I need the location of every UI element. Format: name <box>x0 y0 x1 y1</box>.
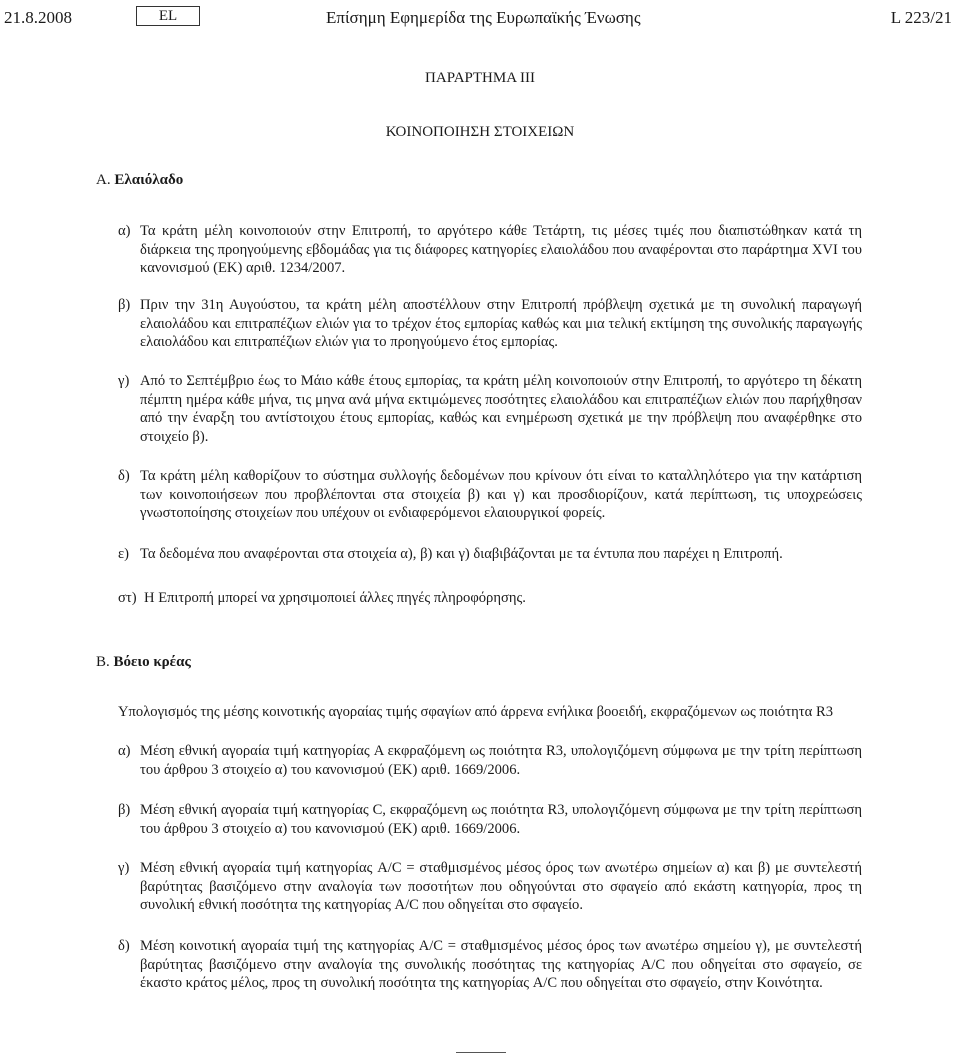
item-text: Τα δεδομένα που αναφέρονται στα στοιχεία α), β) και γ) διαβιβάζονται με τα έντυπα που παρέχει η Επιτροπή. <box>140 546 783 562</box>
list-item <box>118 937 862 993</box>
item-label: δ) <box>118 938 130 954</box>
item-text: Τα κράτη μέλη καθορίζουν το σύστημα συλλογής δεδομένων που κρίνουν ότι είναι το καταλληλότερο για την κατάρτιση των κοινοποιήσεων που προβλέπονται στα στοιχεία β) και γ) και προσδιορίζουν, κατά περίπτωση, τις υποχρεώσεις γνωστοποίησης στοιχείων που υπέχουν οι ενδιαφερόμενοι ελαιουργικοί φορείς. <box>140 468 862 522</box>
item-text: Μέση κοινοτική αγοραία τιμή της κατηγορίας A/C = σταθμισμένος μέσος όρος των ανωτέρω σημείου γ), με συντελεστή βαρύτητας βασιζόμενο στην αναλογία της συνολικής ποσότητας της κατηγορίας A/C που οδηγείται στο σφαγείο, σε έκαστο κράτος μέλος, προς τη συνολική ποσότητα της κατηγορίας A/C που οδηγείται στο σφαγείο, στην Κοινότητα. <box>140 938 862 992</box>
item-label: ε) <box>118 546 129 562</box>
item-label: α) <box>118 223 131 239</box>
page-header <box>0 6 960 32</box>
list-item <box>118 296 862 352</box>
section-a-title <box>96 172 183 189</box>
item-text: Μέση εθνική αγοραία τιμή κατηγορίας C, εκφραζόμενη ως ποιότητα R3, υπολογιζόμενη σύμφωνα με την τρίτη περίπτωση του άρθρου 3 στοιχείο α) του κανονισμού (ΕΚ) αριθ. 1669/2006. <box>140 802 862 837</box>
item-label: στ) <box>118 590 137 606</box>
language-badge: EL <box>136 6 200 26</box>
item-text: Η Επιτροπή μπορεί να χρησιμοποιεί άλλες πηγές πληροφόρησης. <box>144 590 526 606</box>
document-heading: ΚΟΙΝΟΠΟΙΗΣΗ ΣΤΟΙΧΕΙΩΝ <box>385 124 575 140</box>
item-text: Μέση εθνική αγοραία τιμή κατηγορίας A εκφραζόμενη ως ποιότητα R3, υπολογιζόμενη σύμφωνα με την τρίτη περίπτωση του άρθρου 3 στοιχείο α) του κανονισμού (ΕΚ) αριθ. 1669/2006. <box>140 743 862 778</box>
section-b-title <box>96 654 191 671</box>
item-label: α) <box>118 743 131 759</box>
item-label: γ) <box>118 860 130 876</box>
item-label: β) <box>118 297 131 313</box>
footer-rule <box>456 1052 506 1053</box>
section-a-name: Ελαιόλαδο <box>114 172 184 188</box>
section-b-name: Βόειο κρέας <box>113 654 191 670</box>
journal-title: Επίσημη Εφημερίδα της Ευρωπαϊκής Ένωσης <box>326 8 641 27</box>
list-item <box>118 742 862 779</box>
list-item <box>118 801 862 838</box>
annex-title: ΠΑΡΑΡΤΗΜΑ III <box>425 70 535 86</box>
list-item <box>118 467 862 523</box>
item-text: Μέση εθνική αγοραία τιμή κατηγορίας A/C = σταθμισμένος μέσος όρος των ανωτέρω σημείων α) και β) με συντελεστή βαρύτητας βασιζόμενο στην αναλογία των ποσοτήτων που οδηγούνται στο σφαγείο από εκάστη κατηγορία, προς τη συνολική εθνική ποσότητα της κατηγορίας A/C που οδηγείται στο σφαγείο. <box>140 860 862 914</box>
page-reference: L 223/21 <box>890 8 952 27</box>
list-item <box>118 372 862 446</box>
list-item <box>118 859 862 915</box>
section-a-letter: A. <box>96 172 111 188</box>
list-item <box>118 222 862 278</box>
header-date: 21.8.2008 <box>4 8 72 27</box>
item-text: Τα κράτη μέλη κοινοποιούν στην Επιτροπή, το αργότερο κάθε Τετάρτη, τις μέσες τιμές που διαπιστώθηκαν κατά τη διάρκεια της προηγούμενης εβδομάδας για τις διάφορες κατηγορίες ελαιολάδου που αναφέρονται στο παράρτημα XVI του κανονισμού (ΕΚ) αριθ. 1234/2007. <box>140 223 862 277</box>
list-item <box>118 589 862 608</box>
section-b-intro: Υπολογισμός της μέσης κοινοτικής αγοραίας τιμής σφαγίων από άρρενα ενήλικα βοοειδή, εκφραζόμενων ως ποιότητα R3 <box>118 704 833 720</box>
item-text: Πριν την 31η Αυγούστου, τα κράτη μέλη αποστέλλουν στην Επιτροπή πρόβλεψη σχετικά με τη συνολική παραγωγή ελαιολάδου και επιτραπέζιων ελιών για το τρέχον έτος εμπορίας καθώς και μια τελική εκτίμηση της συνολικής παραγωγής ελαιολάδου και επιτραπέζιων ελιών για το προηγούμενο έτος εμπορίας. <box>140 297 862 351</box>
item-text: Από το Σεπτέμβριο έως το Μάιο κάθε έτους εμπορίας, τα κράτη μέλη κοινοποιούν στην Επιτροπή, το αργότερο τη δέκατη πέμπτη ημέρα κάθε μήνα, τις μηνα ανά μήνα εκτιμώμενες ποσότητες ελαιολάδου και επιτραπέζιων ελιών που παρήχθησαν από την έναρξη του αντίστοιχου έτους εμπορίας, καθώς και ενημέρωση σχετικά με την πρόβλεψη που αναφέρθηκε στο στοιχείο β). <box>140 373 862 445</box>
section-b-letter: B. <box>96 654 110 670</box>
item-label: β) <box>118 802 131 818</box>
item-label: γ) <box>118 373 130 389</box>
item-label: δ) <box>118 468 130 484</box>
list-item <box>118 545 862 564</box>
